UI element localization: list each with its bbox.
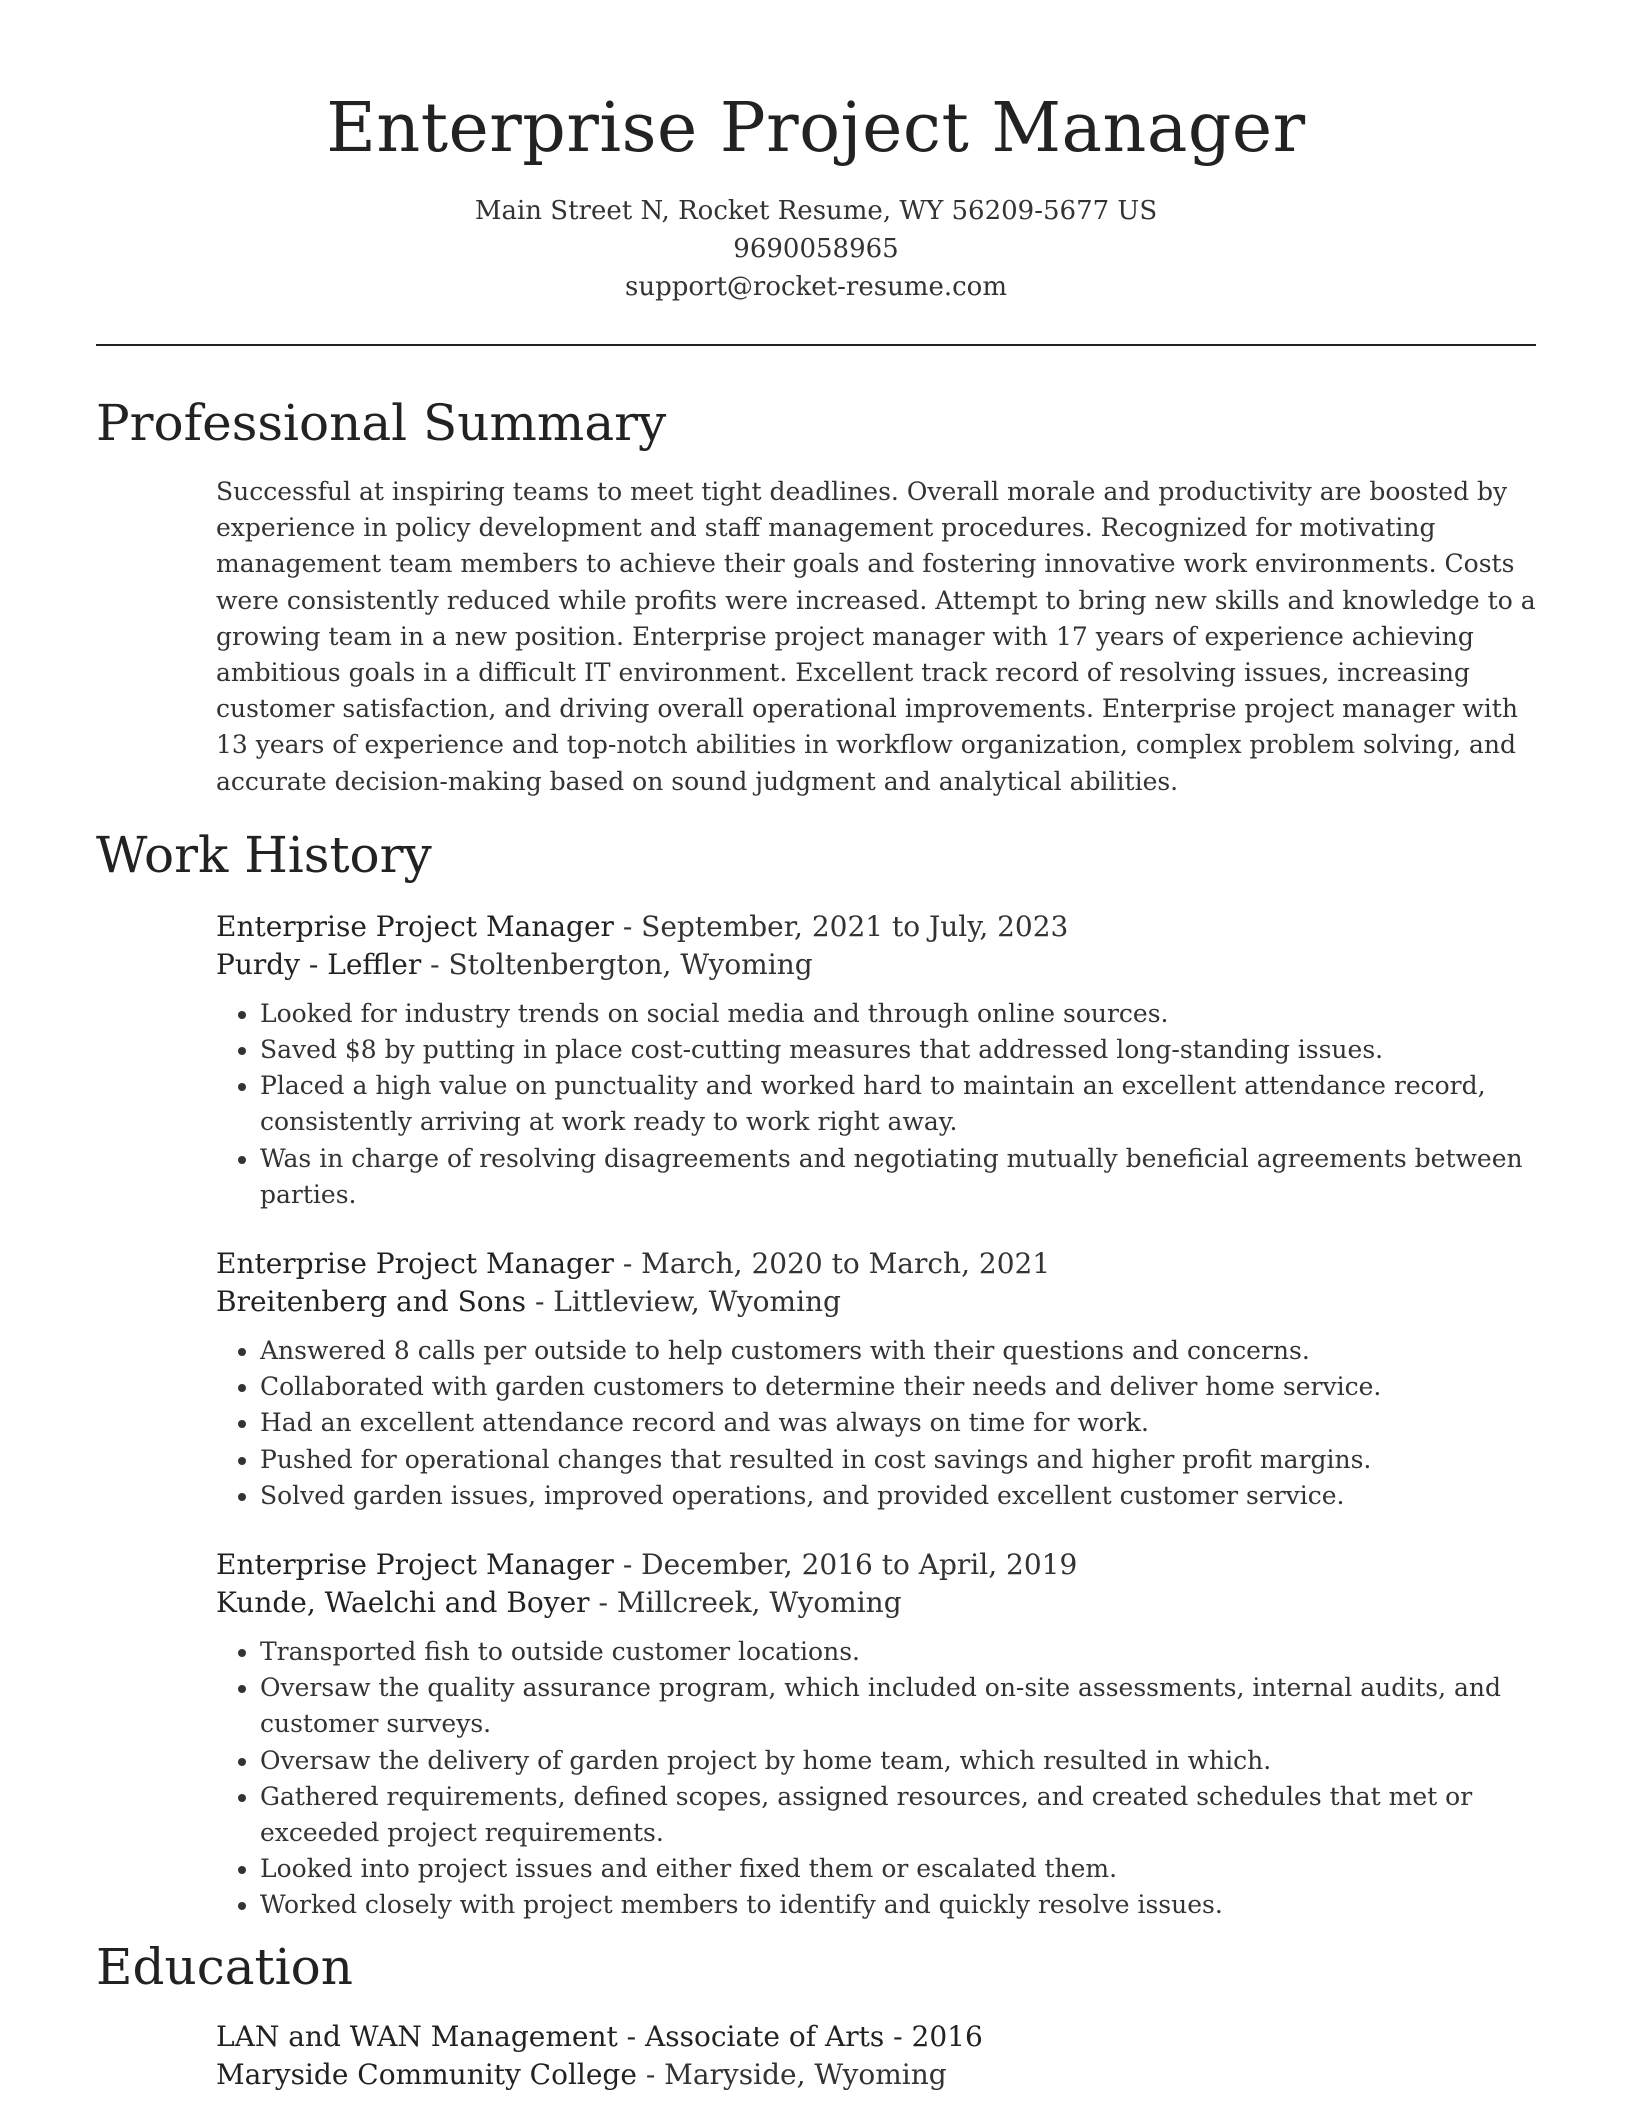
- list-item: • Collaborated with garden customers to determine their needs and deliver home service.: [260, 1369, 1536, 1405]
- job-location: - Stoltenbergton, Wyoming: [421, 947, 813, 981]
- job-bullets: [216, 1634, 1536, 1924]
- list-item: • Transported fish to outside customer locations.: [260, 1634, 1536, 1670]
- list-item: • Looked into project issues and either fixed them or escalated them.: [260, 1851, 1536, 1887]
- list-item: • Placed a high value on punctuality and worked hard to maintain an excellent attendance record, consistently arriving at work ready to work right away.: [260, 1068, 1536, 1140]
- job-title-line: [216, 1546, 1536, 1584]
- summary-body: [96, 474, 1536, 800]
- phone: 9690058965: [733, 234, 899, 264]
- section-title-work: Work History: [96, 825, 432, 884]
- job-company-line: [216, 1584, 1536, 1622]
- list-item: • Oversaw the quality assurance program, which included on-site assessments, internal audits, and customer surveys.: [260, 1670, 1536, 1742]
- job-role: Enterprise Project Manager: [216, 1247, 614, 1281]
- education-section: [96, 1934, 1536, 2094]
- resume-name: Enterprise Project Manager: [326, 89, 1306, 168]
- contact-info: [96, 192, 1536, 306]
- list-item: • Pushed for operational changes that resulted in cost savings and higher profit margins.: [260, 1442, 1536, 1478]
- job-company: Kunde, Waelchi and Boyer: [216, 1586, 590, 1620]
- address: Main Street N, Rocket Resume, WY 56209-5677 US: [474, 196, 1158, 226]
- education-school: Maryside Community College: [216, 2057, 637, 2091]
- section-title-education: Education: [96, 1937, 353, 1996]
- education-school-line: [216, 2056, 1536, 2094]
- job-title-line: [216, 908, 1536, 946]
- list-item: • Gathered requirements, defined scopes, assigned resources, and created schedules that met or exceeded project requirements.: [260, 1779, 1536, 1851]
- list-item: • Oversaw the delivery of garden project by home team, which resulted in which.: [260, 1743, 1536, 1779]
- job-company-line: [216, 1283, 1536, 1321]
- list-item: • Solved garden issues, improved operations, and provided excellent customer service.: [260, 1478, 1536, 1514]
- resume-header: [96, 0, 1536, 306]
- list-item: • Looked for industry trends on social media and through online sources.: [260, 996, 1536, 1032]
- job-role: Enterprise Project Manager: [216, 1548, 614, 1582]
- job-location: - Littleview, Wyoming: [526, 1285, 841, 1319]
- job-title-line: [216, 1245, 1536, 1283]
- professional-summary-section: [96, 390, 1536, 800]
- section-title-summary: Professional Summary: [96, 394, 667, 452]
- education-degree-line: [216, 2018, 1536, 2056]
- education-body: [96, 2018, 1536, 2094]
- education-location: - Maryside, Wyoming: [636, 2057, 947, 2091]
- education-entry: [216, 2018, 1536, 2094]
- work-history-section: [96, 822, 1536, 1924]
- email: support@rocket-resume.com: [624, 272, 1007, 302]
- job-company: Breitenberg and Sons: [216, 1285, 527, 1319]
- job-entry: [216, 908, 1536, 1213]
- list-item: • Answered 8 calls per outside to help customers with their questions and concerns.: [260, 1333, 1536, 1369]
- list-item: • Worked closely with project members to identify and quickly resolve issues.: [260, 1887, 1536, 1923]
- job-company-line: [216, 946, 1536, 984]
- list-item: • Was in charge of resolving disagreements and negotiating mutually beneficial agreements between parties.: [260, 1141, 1536, 1213]
- job-dates: - December, 2016 to April, 2019: [613, 1548, 1078, 1582]
- job-dates: - March, 2020 to March, 2021: [613, 1247, 1051, 1281]
- summary-text: Successful at inspiring teams to meet tight deadlines. Overall morale and productivity are boosted by experience in policy development and staff management procedures. Recognized for motivating management team members to achieve their goals and fostering innovative work environments. Costs were consistently reduced while profits were increased. Attempt to bring new skills and knowledge to a growing team in a new position. Enterprise project manager with 17 years of experience achieving ambitious goals in a difficult IT environment. Excellent track record of resolving issues, increasing customer satisfaction, and driving overall operational improvements. Enterprise project manager with 13 years of experience and top-notch abilities in workflow organization, complex problem solving, and accurate decision-making based on sound judgment and analytical abilities.: [216, 477, 1536, 796]
- job-bullets: [216, 1333, 1536, 1514]
- education-field: LAN and WAN Management - Associate of Arts - 2016: [216, 2019, 983, 2053]
- list-item: • Saved $8 by putting in place cost-cutting measures that addressed long-standing issues.: [260, 1032, 1536, 1068]
- job-location: - Millcreek, Wyoming: [589, 1586, 902, 1620]
- work-body: [96, 908, 1536, 1924]
- job-company: Purdy - Leffler: [216, 947, 422, 981]
- header-divider: [96, 344, 1536, 346]
- job-entry: [216, 1245, 1536, 1514]
- job-dates: - September, 2021 to July, 2023: [613, 909, 1069, 943]
- list-item: • Had an excellent attendance record and was always on time for work.: [260, 1405, 1536, 1441]
- job-entry: [216, 1546, 1536, 1924]
- job-role: Enterprise Project Manager: [216, 909, 614, 943]
- job-bullets: [216, 996, 1536, 1213]
